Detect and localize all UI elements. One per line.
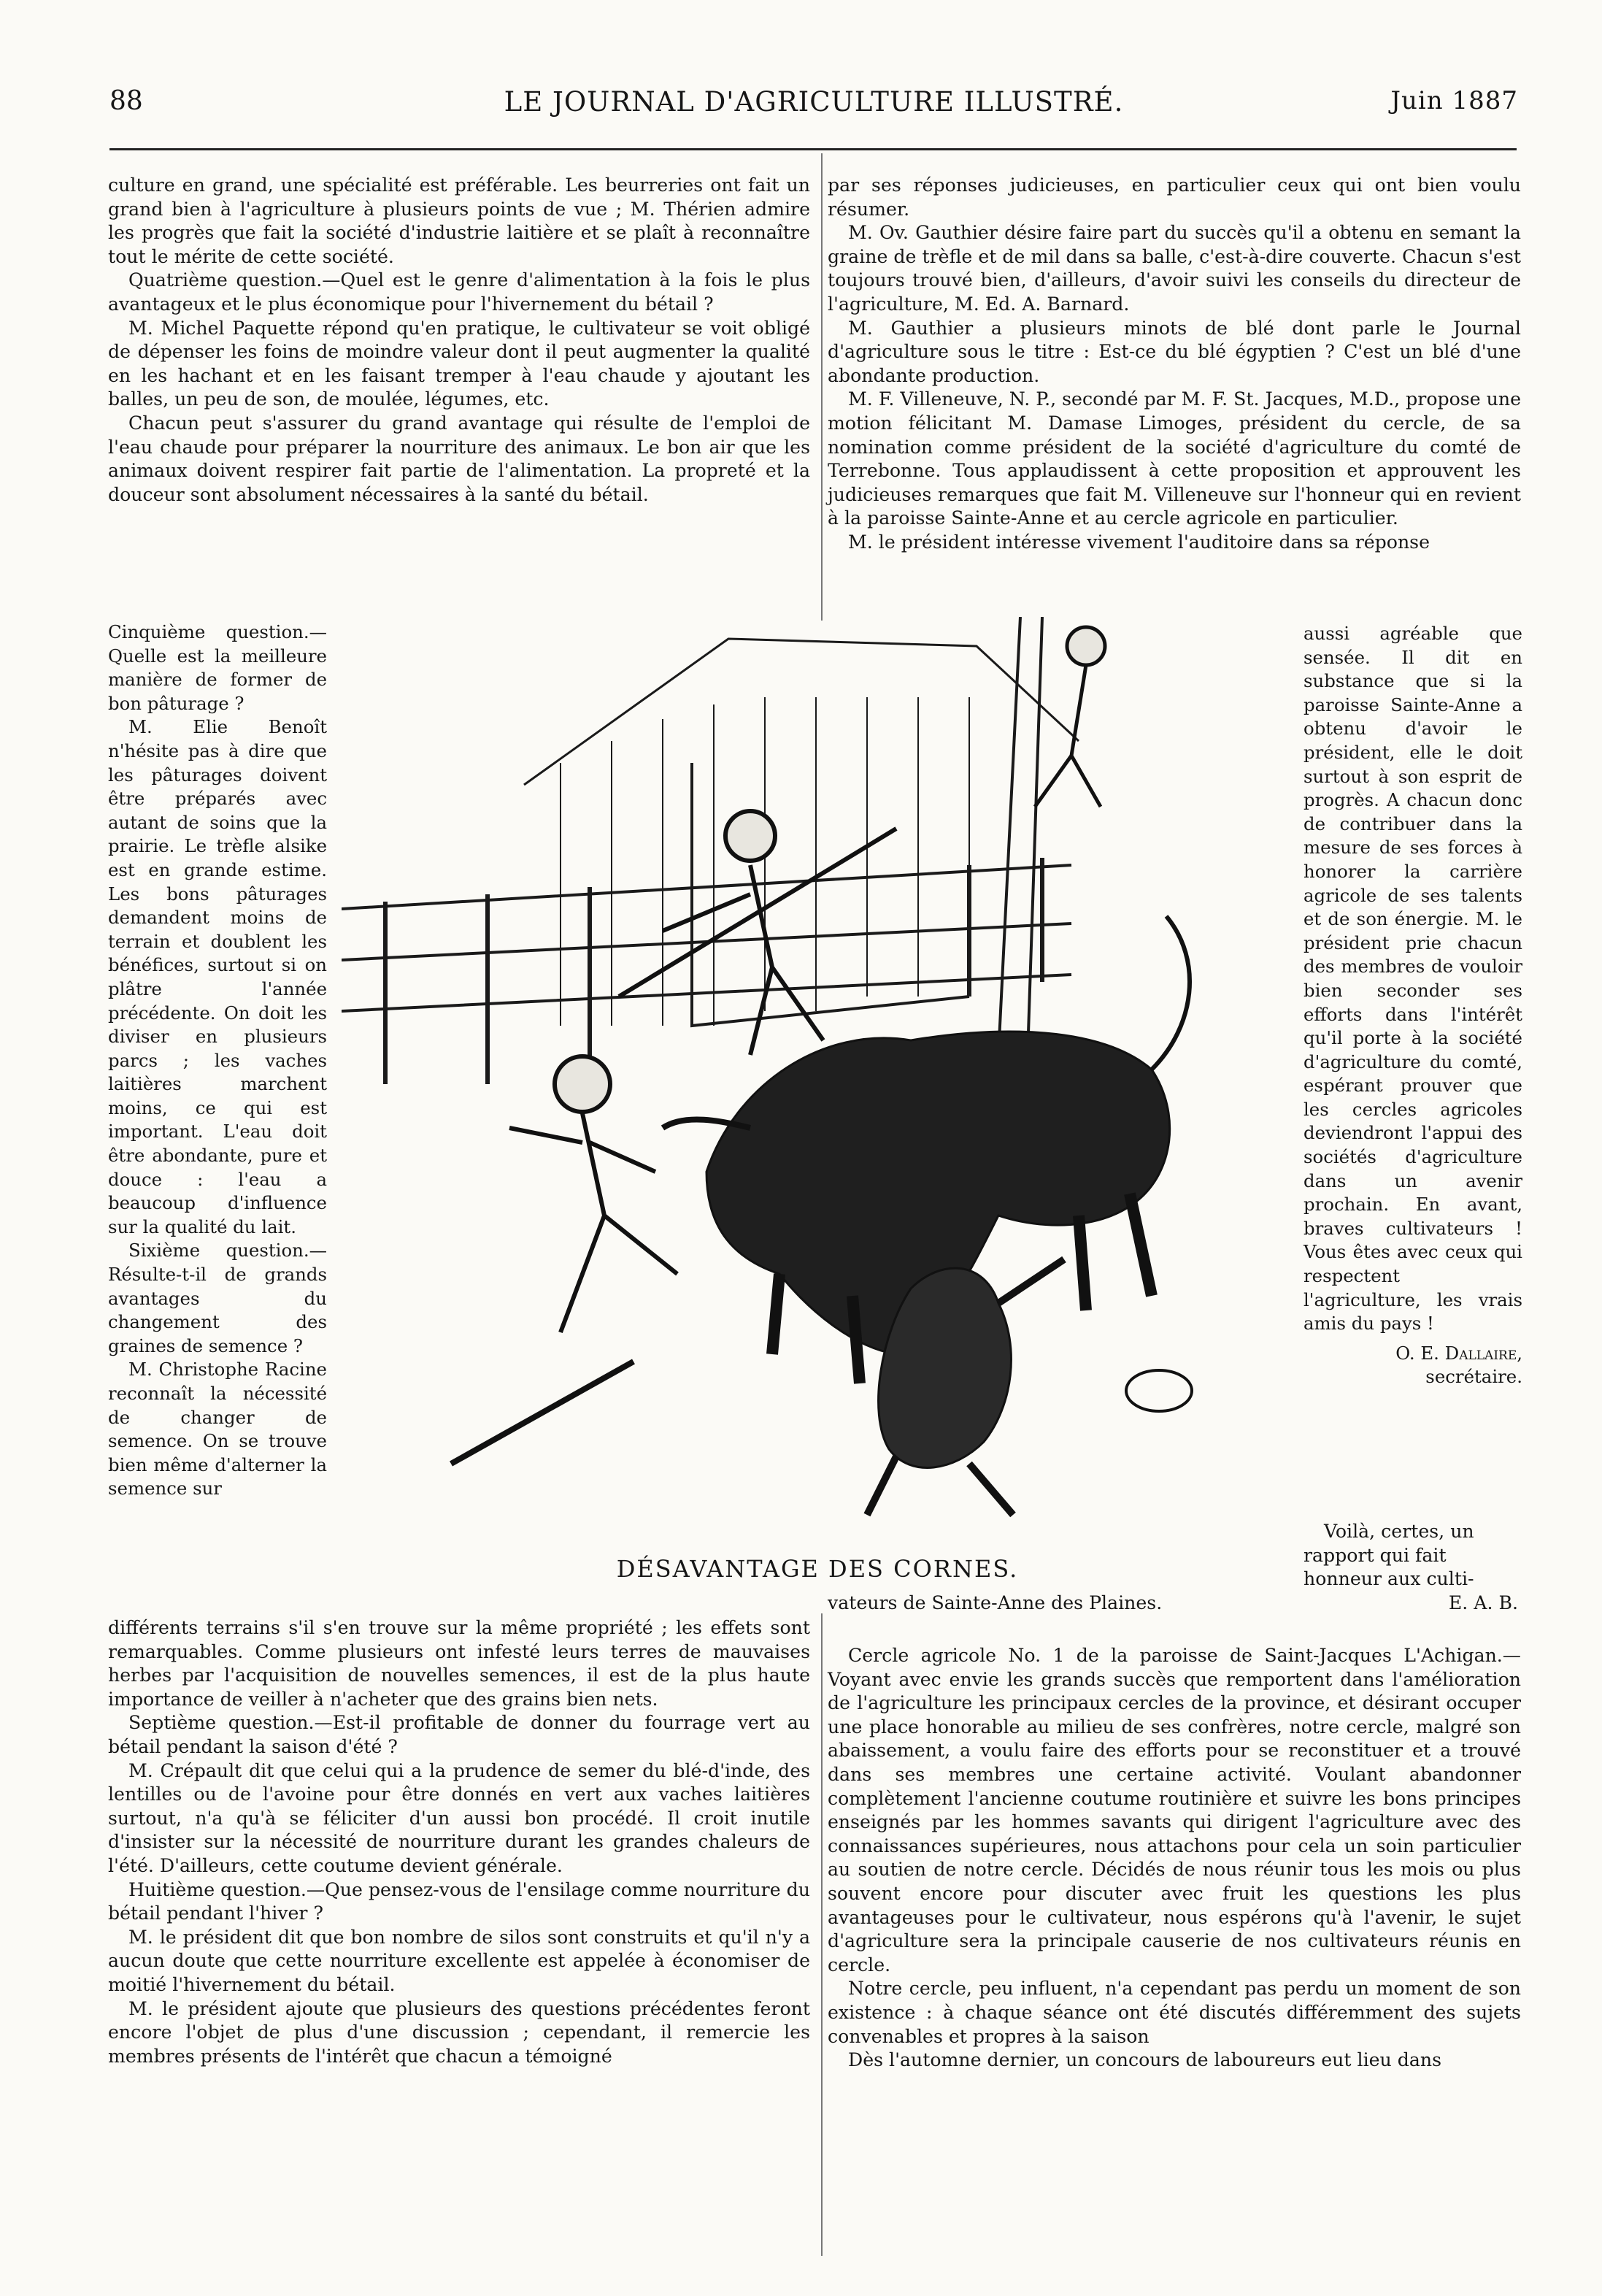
paragraph: M. Elie Benoît n'hésite pas à dire que les pâturages doivent être préparés avec autant de soins que la prairie. Le trèfle alsike est en grande estime. Les bons pâturages demandent moins de terrain et doublent les bénéfices, surtout si on plâtre l'année précédente. On doit les diviser en plusieurs parcs ; les vaches laitières marchent moins, ce qui est important. L'eau doit être abondante, pure et douce : l'eau a beaucoup d'influence sur la qualité du lait. <box>108 716 327 1237</box>
left-column-bottom <box>108 1616 810 2068</box>
paragraph: M. le président ajoute que plusieurs des questions précédentes feront encore l'objet de plus d'une discussion ; cependant, il remercie les membres présents de l'intérêt que chacun a témoigné <box>108 1997 810 2067</box>
header-rule <box>109 148 1517 150</box>
closing-tail: vateurs de Sainte-Anne des Plaines. <box>828 1592 1163 1613</box>
paragraph: M. Ov. Gauthier désire faire part du succès qu'il a obtenu en semant la graine de trèfle et de mil dans sa balle, c'est-à-dire couverte. Chacun s'est toujours trouvé bien, d'ailleurs, d'avoir suivi les conseils du directeur de l'agriculture, M. Ed. A. Barnard. <box>828 222 1521 315</box>
paragraph: par ses réponses judicieuses, en particulier ceux qui ont bien voulu résumer. <box>828 174 1521 220</box>
paragraph: aussi agréable que sensée. Il dit en substance que si la paroisse Sainte-Anne a obtenu d'avoir le président, elle le doit surtout à son esprit de progrès. A chacun donc de contribuer dans la mesure de ses forces à honorer la carrière agricole de ses talents et de son énergie. M. le président prie chacun des membres de vouloir bien seconder ses efforts dans l'intérêt qu'il porte à la société d'agriculture du comté, espérant prouver que les cercles agricoles deviendront l'appui des sociétés d'agriculture dans un avenir prochain. En avant, braves cultivateurs ! Vous êtes avec ceux qui respectent l'agriculture, les vrais amis du pays ! <box>1303 623 1522 1335</box>
paragraph: M. Crépault dit que celui qui a la prudence de semer du blé-d'inde, des lentilles ou de l'avoine pour être donnés en vert aux vaches laitières surtout, n'a qu'à se féliciter d'un aussi bon procédé. Il croit inutile d'insister sur la nécessité de nourriture durant les grandes chaleurs de l'été. D'ailleurs, cette coutume devient générale. <box>108 1759 810 1876</box>
signature-role: secrétaire. <box>1425 1366 1522 1388</box>
page-number: 88 <box>109 86 143 116</box>
engraving-image <box>342 617 1286 1544</box>
paragraph: M. F. Villeneuve, N. P., secondé par M. F. St. Jacques, M.D., propose une motion félicitant M. Damase Limoges, président du cercle, de sa nomination comme président de la société d'agriculture du comté de Terrebonne. Tous applaudissent à cette proposition et approuvent les judicieuses remarques que fait M. Villeneuve sur l'honneur qui en revient à la paroisse Sainte-Anne et au cercle agricole en particulier. <box>828 388 1521 529</box>
paragraph: Notre cercle, peu influent, n'a cependant pas perdu un moment de son existence : à chaque séance ont été discutés différemment des sujets convenables et propres à la saison <box>828 1978 1521 2047</box>
paragraph: M. le président intéresse vivement l'auditoire dans sa réponse <box>848 531 1430 553</box>
column-divider <box>821 153 823 621</box>
signature-name: O. E. Dallaire, <box>1395 1342 1522 1364</box>
paragraph: Cinquième question.—Quelle est la meilleure manière de former de bon pâturage ? <box>108 621 327 714</box>
closing-line: rapport qui fait <box>1303 1544 1447 1566</box>
paragraph: Chacun peut s'assurer du grand avantage qui résulte de l'emploi de l'eau chaude pour préparer la nourriture des animaux. Le bon air que les animaux doivent respirer fait partie de l'alimentation. La propreté et la douceur sont absolument nécessaires à la santé du bétail. <box>108 412 810 505</box>
paragraph: M. Gauthier a plusieurs minots de blé dont parle le Journal d'agriculture sous le titre : Est-ce du blé égyptien ? C'est un blé d'une abondante production. <box>828 317 1521 386</box>
issue-date: Juin 1887 <box>1390 86 1518 115</box>
left-column-narrow <box>108 621 327 1501</box>
bull-illustration <box>342 617 1286 1544</box>
paragraph: Huitième question.—Que pensez-vous de l'ensilage comme nourriture du bétail pendant l'hiver ? <box>108 1878 810 1924</box>
right-column-bottom <box>828 1644 1521 2073</box>
right-column-narrow <box>1303 622 1522 1389</box>
left-column-top <box>108 174 810 507</box>
illustration-caption: DÉSAVANTAGE DES CORNES. <box>616 1555 1019 1583</box>
paragraph: Dès l'automne dernier, un concours de laboureurs eut lieu dans <box>848 2049 1442 2071</box>
closing-signature: E. A. B. <box>1448 1592 1518 1613</box>
page-header <box>109 86 1518 130</box>
paragraph: Sixième question.—Résulte-t-il de grands avantages du changement des graines de semence ? <box>108 1240 327 1356</box>
journal-title: LE JOURNAL D'AGRICULTURE ILLUSTRÉ. <box>504 86 1124 118</box>
paragraph: M. Michel Paquette répond qu'en pratique, le cultivateur se voit obligé de dépenser les foins de moindre valeur dont il peut augmenter la qualité en les hachant et en les faisant tremper à l'eau chaude y ajoutant les balles, un peu de son, de moulée, légumes, etc. <box>108 317 810 410</box>
column-divider <box>821 1613 823 2256</box>
closing-line: Voilà, certes, un <box>1324 1521 1474 1542</box>
closing-note <box>1303 1520 1522 1592</box>
paragraph: Cercle agricole No. 1 de la paroisse de Saint-Jacques L'Achigan.—Voyant avec envie les grands succès que remportent dans l'amélioration de l'agriculture les principaux cercles de la province, et désirant occuper une place honorable au milieu de ses confrères, notre cercle, malgré son abaissement, a voulu faire des efforts pour se reconstituer et a trouvé dans ses membres une certaine activité. Voulant abandonner complètement l'ancienne coutume routinière et suivre les bons principes enseignés par les hommes savants qui dirigent l'agriculture avec des connaissances supérieures, nous attachons pour cela un soin particulier au soutien de notre cercle. Décidés de nous réunir tous les mois ou plus souvent encore pour discuter avec fruit les questions les plus avantageuses pour le cultivateur, nous espérons qu'à l'avenir, le sujet d'agriculture sera la principale causerie de nos cultivateurs réunis en cercle. <box>828 1645 1521 1976</box>
paragraph: M. Christophe Racine reconnaît la nécessité de changer de semence. On se trouve bien même d'alterner la semence sur <box>108 1359 327 1500</box>
paragraph: culture en grand, une spécialité est préférable. Les beurreries ont fait un grand bien à l'agriculture à plusieurs points de vue ; M. Thérien admire les progrès que fait la société d'industrie laitière et se plaît à reconnaître tout le mérite de cette société. <box>108 174 810 267</box>
paragraph: différents terrains s'il s'en trouve sur la même propriété ; les effets sont remarquables. Comme plusieurs ont infesté leurs terres de mauvaises herbes par l'acquisition de nouvelles semences, il est de la plus haute importance de veiller à n'acheter que des grains bien nets. <box>108 1617 810 1710</box>
right-column-top <box>828 174 1521 555</box>
closing-line: honneur aux culti- <box>1303 1568 1474 1590</box>
paragraph: Quatrième question.—Quel est le genre d'alimentation à la fois le plus avantageux et le plus économique pour l'hivernement du bétail ? <box>108 269 810 315</box>
paragraph: M. le président dit que bon nombre de silos sont construits et qu'il n'y a aucun doute que cette nourriture excellente est appelée à économiser de moitié l'hivernement du bétail. <box>108 1926 810 1995</box>
paragraph: Septième question.—Est-il profitable de donner du fourrage vert au bétail pendant la saison d'été ? <box>108 1712 810 1757</box>
